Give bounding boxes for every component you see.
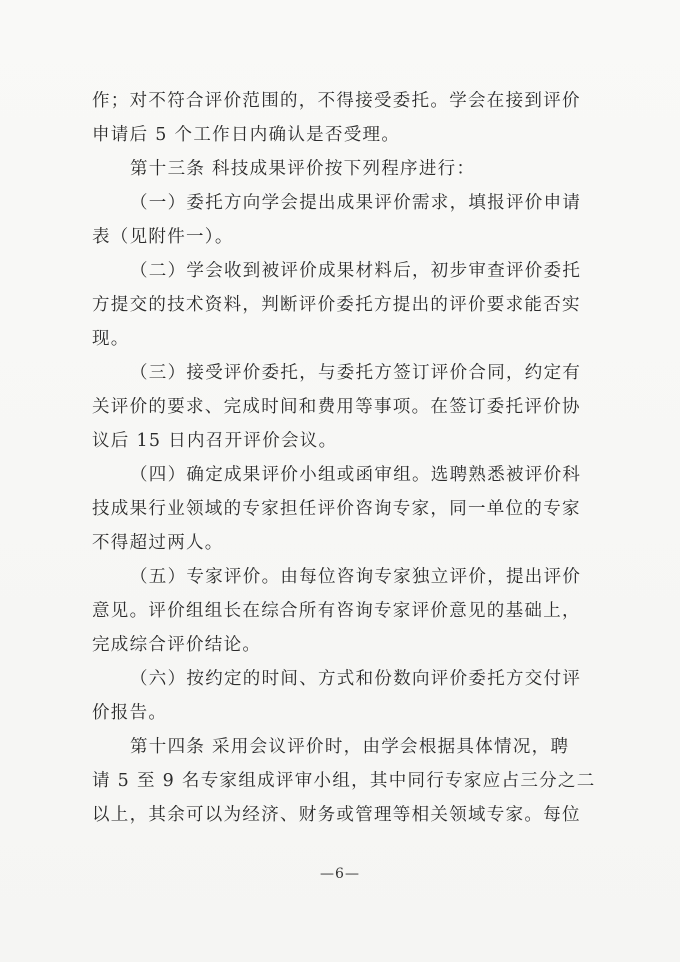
text-line: （五）专家评价。由每位咨询专家独立评价，提出评价 — [130, 567, 582, 587]
text-line: 表（见附件一）。 — [92, 227, 234, 247]
text-line: 请 5 至 9 名专家组成评审小组，其中同行专家应占三分之二 — [92, 771, 596, 791]
text-line: 关评价的要求、完成时间和费用等事项。在签订委托评价协 — [92, 397, 581, 417]
article-heading: 第十四条 采用会议评价时，由学会根据具体情况，聘 — [130, 737, 570, 757]
text-line: （四）确定成果评价小组或函审组。选聘熟悉被评价科 — [130, 465, 582, 485]
text-line: 以上，其余可以为经济、财务或管理等相关领域专家。每位 — [92, 805, 581, 825]
document-body — [92, 84, 596, 832]
text-line: 作；对不符合评价范围的，不得接受委托。学会在接到评价 — [92, 91, 581, 111]
article-heading: 第十三条 科技成果评价按下列程序进行： — [130, 159, 476, 179]
text-line: （三）接受评价委托，与委托方签订评价合同，约定有 — [130, 363, 582, 383]
text-line: 不得超过两人。 — [92, 533, 224, 553]
text-line: 现。 — [92, 329, 130, 349]
text-line: 申请后 5 个工作日内确认是否受理。 — [92, 125, 401, 145]
text-line: （一）委托方向学会提出成果评价需求，填报评价申请 — [130, 193, 582, 213]
text-line: 议后 15 日内召开评价会议。 — [92, 431, 338, 451]
text-line: （六）按约定的时间、方式和份数向评价委托方交付评 — [130, 669, 582, 689]
text-line: 完成综合评价结论。 — [92, 635, 262, 655]
text-line: 价报告。 — [92, 703, 168, 723]
text-line: 技成果行业领域的专家担任评价咨询专家，同一单位的专家 — [92, 499, 581, 519]
text-line: 意见。评价组组长在综合所有咨询专家评价意见的基础上， — [92, 601, 581, 621]
text-line: （二）学会收到被评价成果材料后，初步审查评价委托 — [130, 261, 582, 281]
page-number: —6— — [320, 866, 360, 882]
text-line: 方提交的技术资料，判断评价委托方提出的评价要求能否实 — [92, 295, 581, 315]
